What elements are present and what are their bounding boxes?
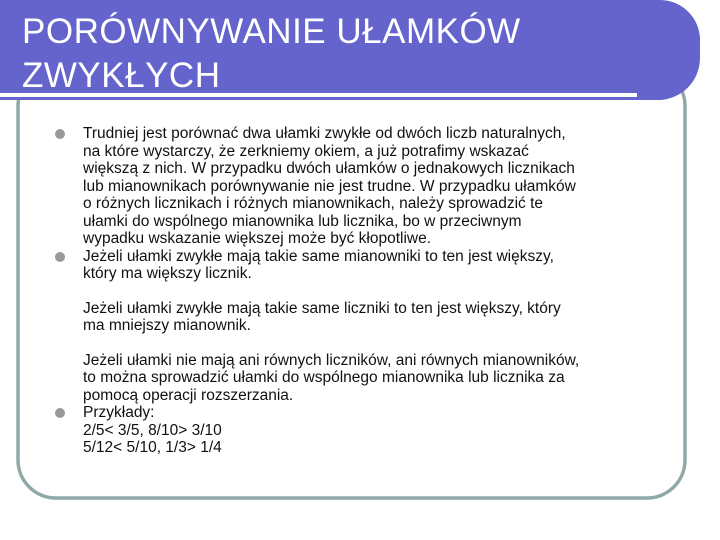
paragraph <box>55 300 665 335</box>
item-line: wypadku wskazanie większej może być kłopotliwe. <box>83 230 432 247</box>
paragraph-line: Jeżeli ułamki zwykłe mają takie same liczniki to ten jest większy, który <box>83 299 561 317</box>
bullet-dot-icon <box>55 252 65 262</box>
item-line: o różnych licznikach i różnych mianownikach, należy sprowadzić te <box>83 195 544 212</box>
title-line: PORÓWNYWANIE UŁAMKÓW <box>22 12 521 51</box>
bullet-dot-icon <box>55 408 65 418</box>
paragraph-line: Jeżeli ułamki nie mają ani równych liczników, ani równych mianowników, <box>83 351 580 369</box>
item-line: 2/5< 3/5, 8/10> 3/10 <box>83 421 222 439</box>
paragraph-line: ma mniejszy mianownik. <box>83 317 251 334</box>
slide-title <box>22 10 642 98</box>
paragraph-line: pomocą operacji rozszerzania. <box>83 386 294 404</box>
item-line: ułamki do wspólnego mianownika lub licznika, bo w przeciwnym <box>83 212 522 230</box>
item-line: który ma większy licznik. <box>83 265 252 282</box>
item-line: Przykłady: <box>83 404 155 421</box>
item-line: na które wystarczy, że zerkniemy okiem, a już potrafimy wskazać <box>83 142 529 160</box>
item-line: większą z nich. W przypadku dwóch ułamków o jednakowych licznikach <box>83 160 575 177</box>
bullet-item <box>55 125 665 248</box>
paragraph <box>55 352 665 405</box>
title-line: ZWYKŁYCH <box>22 56 221 95</box>
paragraph-line: to można sprowadzić ułamki do wspólnego mianownika lub licznika za <box>83 369 565 386</box>
slide-content <box>55 125 665 457</box>
item-line: Trudniej jest porównać dwa ułamki zwykłe od dwóch liczb naturalnych, <box>83 125 566 142</box>
bullet-item <box>55 404 665 457</box>
bullet-item <box>55 248 665 283</box>
bullet-dot-icon <box>55 129 65 139</box>
item-line: 5/12< 5/10, 1/3> 1/4 <box>83 439 222 456</box>
item-line: Jeżeli ułamki zwykłe mają takie same mianowniki to ten jest większy, <box>83 247 554 265</box>
item-line: lub mianownikach porównywanie nie jest trudne. W przypadku ułamków <box>83 177 576 195</box>
